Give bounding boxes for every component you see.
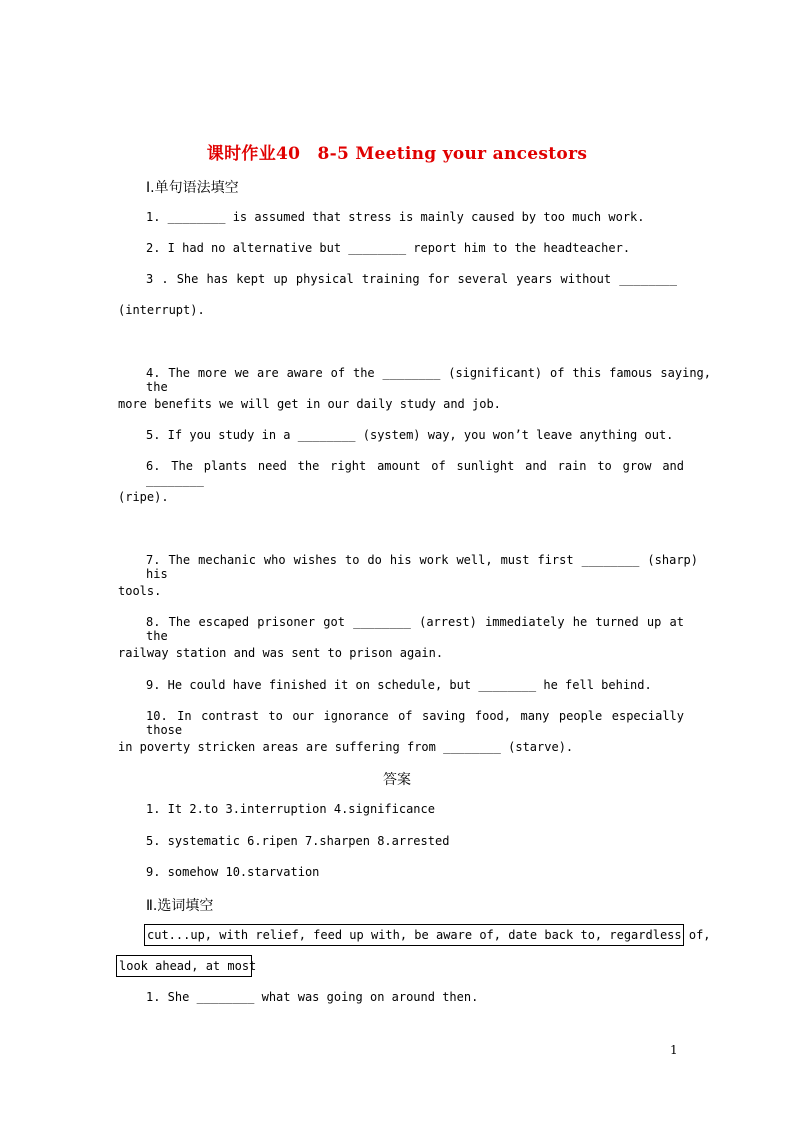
answers-heading: 答案 <box>383 772 411 788</box>
word-bank-line: cut...up, with relief, feed up with, be aware of, date back to, regardless of, <box>147 928 711 942</box>
section-heading-word-choice: Ⅱ.选词填空 <box>146 898 214 914</box>
question-line: 2. I had no alternative but ________ report him to the headteacher. <box>146 241 631 255</box>
word-bank-box <box>116 955 257 977</box>
question-line: railway station and was sent to prison again. <box>118 646 444 660</box>
question-line: (ripe). <box>118 490 169 504</box>
answer-line: 1. It 2.to 3.interruption 4.significance <box>146 802 435 816</box>
page-title: 课时作业40 8-5 Meeting your ancestors <box>206 144 588 164</box>
page-number: 1 <box>670 1043 678 1057</box>
answer-line: 9. somehow 10.starvation <box>146 865 320 879</box>
question-line: in poverty stricken areas are suffering from ________ (starve). <box>118 740 574 754</box>
question-line: 3 . She has kept up physical training for several years without ________ <box>146 272 677 286</box>
question-line: more benefits we will get in our daily study and job. <box>118 397 501 411</box>
question-line: 4. The more we are aware of the ________ (significant) of this famous saying, the <box>146 366 711 394</box>
question-line: 7. The mechanic who wishes to do his work well, must first ________ (sharp) his <box>146 553 698 581</box>
question-line: 1. She ________ what was going on around then. <box>146 990 479 1004</box>
question-line: (interrupt). <box>118 303 205 317</box>
question-line: 8. The escaped prisoner got ________ (arrest) immediately he turned up at the <box>146 615 684 643</box>
word-bank-box <box>144 924 711 946</box>
question-line: 10. In contrast to our ignorance of saving food, many people especially those <box>146 709 684 737</box>
question-line: 1. ________ is assumed that stress is mainly caused by too much work. <box>146 210 645 224</box>
question-line: 9. He could have finished it on schedule, but ________ he fell behind. <box>146 678 652 692</box>
answer-line: 5. systematic 6.ripen 7.sharpen 8.arrested <box>146 834 450 848</box>
question-line: tools. <box>118 584 162 598</box>
question-line: 5. If you study in a ________ (system) way, you won’t leave anything out. <box>146 428 674 442</box>
section-heading-grammar: Ⅰ.单句语法填空 <box>146 180 239 196</box>
word-bank-line: look ahead, at most <box>119 959 257 973</box>
question-line: 6. The plants need the right amount of sunlight and rain to grow and ________ <box>146 459 684 487</box>
